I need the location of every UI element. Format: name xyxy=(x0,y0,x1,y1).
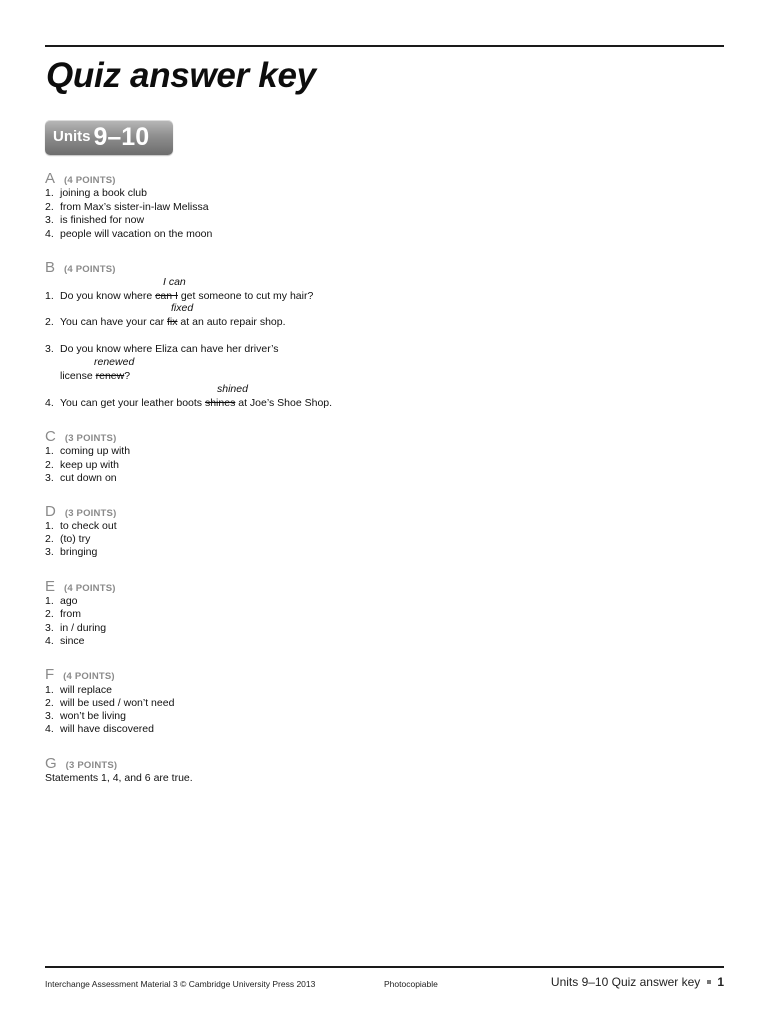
footer-quiz-label: Units 9–10 Quiz answer key xyxy=(550,975,701,989)
correction-text: shined xyxy=(217,383,248,395)
list-item: 3. won’t be living xyxy=(45,710,126,722)
list-item: 2. from xyxy=(45,608,81,620)
struck-text: can I xyxy=(155,290,178,302)
section-points: (3 POINTS) xyxy=(64,508,117,519)
section-letter: E xyxy=(45,578,56,595)
section-letter: B xyxy=(45,259,56,276)
bullet-icon xyxy=(707,980,711,984)
footer-page-label xyxy=(551,975,724,989)
section-c-heading xyxy=(45,428,116,446)
section-g-heading xyxy=(45,755,117,773)
list-item-continuation: license renew? xyxy=(60,370,131,382)
section-f-heading xyxy=(45,666,115,684)
units-range: 9–10 xyxy=(93,123,150,151)
section-letter: A xyxy=(45,170,56,187)
list-item: 3. bringing xyxy=(45,546,98,558)
section-letter: F xyxy=(45,666,55,683)
section-points: (4 POINTS) xyxy=(64,264,116,275)
list-item: 2. from Max’s sister-in-law Melissa xyxy=(45,201,209,213)
struck-text: shines xyxy=(204,397,236,409)
correction-text: fixed xyxy=(171,302,194,314)
section-points: (4 POINTS) xyxy=(63,671,115,682)
statement-text: Statements 1, 4, and 6 are true. xyxy=(45,772,193,784)
top-rule xyxy=(45,45,724,47)
section-letter: D xyxy=(45,503,56,520)
list-item: 4. You can get your leather boots shines at Joe’s Shoe Shop. xyxy=(45,397,333,409)
section-d-heading xyxy=(45,503,116,521)
list-item: 3. Do you know where Eliza can have her driver’s xyxy=(45,343,279,355)
correction-text: renewed xyxy=(94,356,135,368)
footer-photocopiable: Photocopiable xyxy=(384,979,438,989)
list-item: 1. Do you know where can I get someone to cut my hair? xyxy=(45,290,314,302)
bottom-rule xyxy=(45,966,724,968)
list-item: 1. coming up with xyxy=(45,445,131,457)
units-word: Units xyxy=(53,128,91,145)
list-item: 1. will replace xyxy=(45,684,112,696)
list-item: 2. will be used / won’t need xyxy=(45,697,175,709)
correction-text: I can xyxy=(163,276,186,288)
section-letter: G xyxy=(45,755,57,772)
section-letter: C xyxy=(45,428,56,445)
section-points: (3 POINTS) xyxy=(65,760,118,771)
list-item: 2. keep up with xyxy=(45,459,119,471)
list-item: 1. ago xyxy=(45,595,78,607)
units-badge xyxy=(45,120,173,155)
list-item: 3. cut down on xyxy=(45,472,117,484)
page-number: 1 xyxy=(717,975,724,989)
list-item: 4. people will vacation on the moon xyxy=(45,228,213,240)
list-item: 3. in / during xyxy=(45,622,107,634)
list-item: 2. You can have your car fix at an auto repair shop. xyxy=(45,316,286,328)
section-points: (4 POINTS) xyxy=(64,175,116,186)
section-points: (3 POINTS) xyxy=(64,433,117,444)
section-points: (4 POINTS) xyxy=(64,583,116,594)
page-title: Quiz answer key xyxy=(46,56,316,95)
section-b-heading xyxy=(45,259,116,277)
list-item: 1. joining a book club xyxy=(45,187,147,199)
section-a-heading xyxy=(45,170,116,188)
section-e-heading xyxy=(45,578,116,596)
list-item: 2. (to) try xyxy=(45,533,91,545)
list-item: 4. will have discovered xyxy=(45,723,154,735)
struck-text: fix xyxy=(167,316,178,328)
list-item: 3. is finished for now xyxy=(45,214,145,226)
struck-text: renew xyxy=(95,370,125,382)
list-item: 1. to check out xyxy=(45,520,117,532)
list-item: 4. since xyxy=(45,635,85,647)
footer-copyright: Interchange Assessment Material 3 © Cambridge University Press 2013 xyxy=(45,979,316,989)
